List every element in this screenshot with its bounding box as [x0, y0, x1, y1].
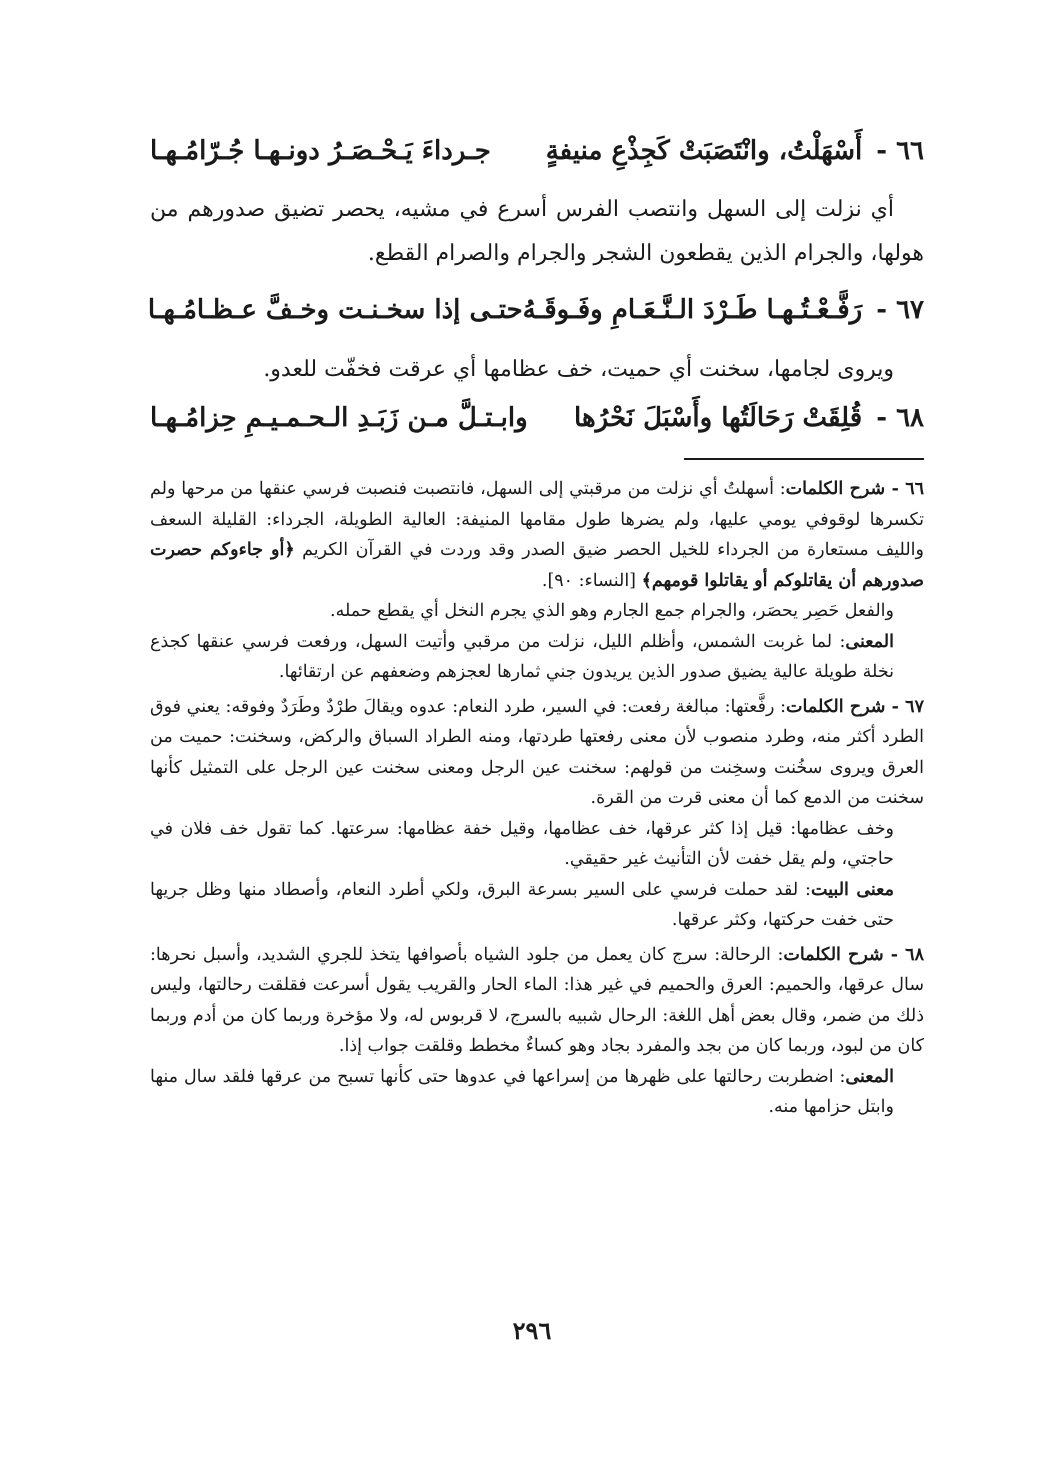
- footnote-text: : رفَّعتها: مبالغة رفعت: في السير، طرد النعام: عدوه ويقالَ طرْدٌ وطَرَدٌ وفوقه: يعني فوق الطرد أكثر منه، وطرد منصوب لأن معنى رفعتها طردتها، ومنه الطراد السباق والركض، وسخنت: حميت من العرق ويروى سخُنت وسخِنت من قولهم: سخنت عين الرجل ومعنى سخنت عين الرجل على التمثيل كأنها سخنت من الدمع كما أن معنى قرت من القرة.: [150, 696, 924, 808]
- footnote-text: : الرحالة: سرج كان يعمل من جلود الشياه بأصوافها يتخذ للجري الشديد، وأسبل نحرها: سال عرقها، والحميم: العرق والحميم في غير هذا: الماء الحار والقريب يقول أسرعت فقلقت رحالتها، وليس ذلك من ضمر، وقال بعض أهل اللغة: الرحال شبيه بالسرج، لا قربوس له، ولا مؤخرة وربما كان من أدم وربما كان من لبود، وربما كان من بجد والمفرد بجاد وهو كساءٌ مخطط وقلقت جواب إذا.: [150, 944, 924, 1056]
- paraphrase-66: [150, 188, 924, 276]
- footnote-text: : أسهلتُ أي نزلت من مرقبتي إلى السهل، فانتصبت فنصبت فرسي عنقها من مرحها ولم تكسرها لوقوفي يومي عليها، ولم يضرها طول مقامها المنيفة: العالية الطويلة، الجرداء: القليلة السعف والليف مستعارة من الجرداء للخيل الحصر ضيق الصدر وقد وردت في القرآن الكريم: [150, 479, 924, 560]
- footnote-label: شرح الكلمات: [783, 944, 884, 965]
- footnote-label: شرح الكلمات: [786, 696, 886, 717]
- meaning-text: : لقد حملت فرسي على السير بسرعة البرق، ولكي أطرد النعام، وأصطاد منها وظل جريها حتى خفت حركتها، وكثر عرقها.: [150, 879, 894, 930]
- verse-first-hemistich: رَفَّـعْـتُـهـا طَـرْدَ الـنَّـعَـامِ وفَـوقَـهُ: [522, 295, 863, 325]
- footnote-separator: [684, 458, 924, 460]
- meaning-text: : لما غربت الشمس، وأظلم الليل، نزلت من مرقبي وأتيت السهل، ورفعت فرسي عنقها كجذع نخلة طويلة عالية يضيق صدور الذين يريدون جني ثمارها لعجزهم وضعفهم عن ارتقائها.: [150, 631, 894, 682]
- meaning-label: معنى البيت: [810, 879, 895, 900]
- footnote-66: [150, 474, 924, 688]
- footnote-text: والفعل حَصِر يحصَر، والجرام جمع الجارم وهو الذي يجرم النخل أي يقطع حمله.: [330, 601, 894, 621]
- paraphrase-text: أي نزلت إلى السهل وانتصب الفرس أسرع في مشيه، يحصر تضيق صدورهم من هولها، والجرام الذين يقطعون الشجر والجرام والصرام القطع.: [150, 197, 924, 266]
- footnote-label: شرح الكلمات: [785, 479, 886, 499]
- meaning-label: المعنى: [845, 1066, 894, 1087]
- page-number: ٢٩٦: [512, 1316, 552, 1345]
- meaning-text: : اضطربت رحالتها على ظهرها من إسراعها في عدوها حتى كأنها تسبح من عرقها فلقد سال منها وابتل حزامها منه.: [150, 1066, 894, 1117]
- verse-first-hemistich: قُلِقَتْ رَحَالَتُها وأَسْبَلَ نَحْرُها: [574, 403, 863, 433]
- verse-second-hemistich: جـرداءَ يَـحْـصَـرُ دونـهـا جُـرّامُـهـا: [150, 136, 491, 166]
- meaning-label: المعنى: [845, 631, 894, 652]
- footnotes: [150, 474, 924, 1127]
- verse-number: ٦٧ -: [876, 295, 924, 325]
- footnote-text: وخف عظامها: قيل إذا كثر عرقها، خف عظامها، وقيل خفة عظامها: سرعتها. كما تقول خف فلان في حاجتي، ولم يقل خفت لأن التأنيث غير حقيقي.: [150, 818, 894, 869]
- paraphrase-text: ويروى لجامها، سخنت أي حميت، خف عظامها أي عرقت فخفّت للعدو.: [263, 357, 894, 382]
- verse-67: [147, 286, 924, 334]
- footnote-68: [150, 940, 924, 1123]
- verse-68: [150, 394, 924, 442]
- verse-first-hemistich: أَسْهَلْتُ، وانْتَصَبَتْ كَجِذْعِ منيفةٍ: [545, 136, 863, 166]
- quran-quote: ﴿أو جاءوكم حصرت صدورهم أن يقاتلوكم أو يقاتلوا قومهم﴾: [150, 540, 924, 591]
- verse-second-hemistich: وابـتـلَّ مـن زَبَـدِ الـحـمـيـمِ حِزامُـهـا: [150, 403, 528, 433]
- verse-66: [150, 127, 924, 175]
- verse-number: ٦٦ -: [876, 136, 924, 166]
- footnote-number: ٦٧ -: [885, 696, 924, 717]
- verse-number: ٦٨ -: [876, 403, 924, 433]
- quran-reference: [النساء: ٩٠].: [541, 570, 642, 591]
- footnote-67: [150, 692, 924, 936]
- footnote-number: ٦٨ -: [883, 944, 924, 965]
- paraphrase-67: [150, 348, 924, 392]
- verse-second-hemistich: حتـى إذا سخـنـت وخـفَّ عـظـامُـهـا: [147, 295, 523, 325]
- footnote-number: ٦٦ -: [885, 479, 924, 499]
